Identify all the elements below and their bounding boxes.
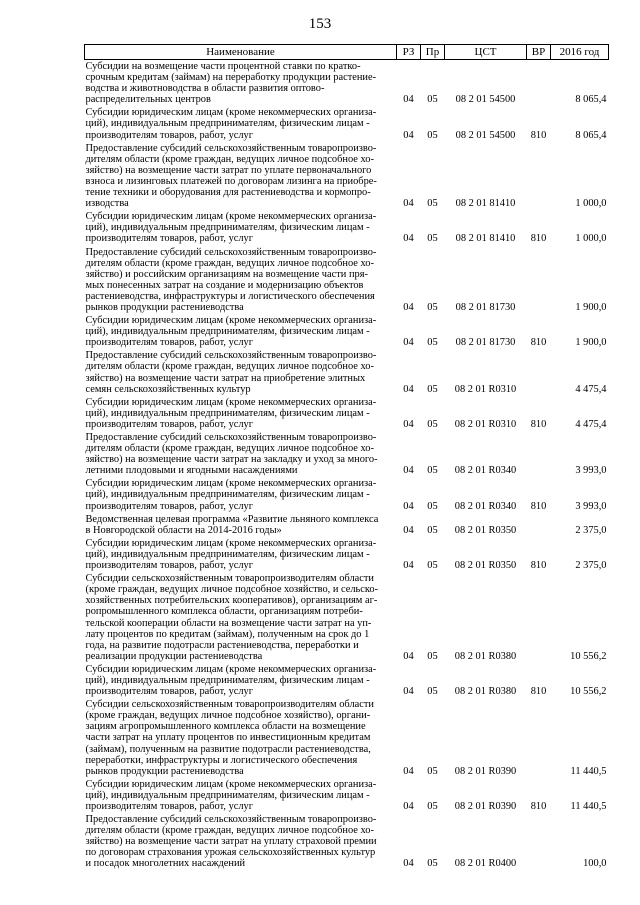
row-vr-cell — [527, 698, 551, 778]
row-pr-cell: 05 — [427, 383, 438, 395]
row-pr-cell: 05 — [427, 560, 438, 572]
row-pr-cell: 05 — [427, 418, 438, 430]
row-vr-cell: 810 — [530, 801, 547, 812]
row-cst-cell: 08 2 01 R0380 — [454, 650, 517, 662]
row-vr-cell — [527, 513, 551, 537]
row-cst-cell: 08 2 01 R0350 — [454, 524, 517, 536]
row-amount-cell: 100,0 — [583, 858, 607, 870]
row-cst-cell: 08 2 01 81730 — [455, 337, 516, 349]
row-rz-cell: 04 — [403, 500, 414, 512]
row-pr-cell: 05 — [427, 94, 438, 106]
row-cst-cell: 08 2 01 81410 — [455, 198, 516, 210]
row-cst-cell: 08 2 01 54500 — [455, 129, 516, 141]
row-vr-cell — [527, 431, 551, 477]
row-name-cell: Субсидии юридическим лицам (кроме некоммерческих организа- ций), индивидуальным предпринимателям, физическим лицам - производителям товаров, работ, услуг — [85, 537, 377, 572]
row-rz-cell: 04 — [403, 337, 414, 349]
header-pr: Пр — [421, 45, 445, 60]
row-rz-cell: 04 — [403, 198, 414, 210]
header-name: Наименование — [85, 45, 397, 60]
row-name-cell: Субсидии юридическим лицам (кроме некоммерческих организа- ций), индивидуальным предпринимателям, физическим лицам - производителям товаров, работ, услуг — [85, 478, 377, 512]
row-name-cell: Предоставление субсидий сельскохозяйственным товаропроизво- дителям области (кроме граждан, ведущих личное подсобное хо- зяйство) на возмещение части затрат на приобретение элитных семян сельскохозяйственных культур — [85, 350, 377, 395]
row-amount-cell: 11 440,5 — [570, 801, 607, 812]
table-row — [85, 60, 609, 107]
row-name-cell: Субсидии юридическим лицам (кроме некоммерческих организа- ций), индивидуальным предпринимателям, физическим лицам - производителям товаров, работ, услуг — [85, 315, 377, 349]
row-name-cell: Предоставление субсидий сельскохозяйственным товаропроизво- дителям области (кроме граждан, ведущих личное подсобное хо- зяйство) на возмещение части затрат по уплате первоначального взноса и лизинговых платежей по договорам лизинга на приобре- тение техники и оборудования для растениеводства и кормопро- изводства — [85, 142, 377, 210]
page-number: 153 — [308, 16, 332, 32]
table-row — [85, 106, 609, 141]
row-name-cell: Субсидии сельскохозяйственным товаропроизводителям области (кроме граждан, ведущих личное подсобное хозяйство), органи- зациям агропромышленного комплекса области на возмещение части затрат на уплату процентов по инвестиционным кредитам (займам), полученным на развитие подотрасли растениеводства, переработки, инфраструктуры и логистического обеспечения рынков продукции растениеводства — [85, 699, 374, 777]
row-rz-cell: 04 — [403, 301, 414, 313]
row-cst-cell: 08 2 01 R0350 — [454, 560, 517, 572]
table-row — [85, 663, 609, 698]
row-cst-cell: 08 2 01 54500 — [455, 94, 516, 106]
row-amount-cell: 1 000,0 — [575, 233, 607, 245]
row-cst-cell: 08 2 01 R0310 — [454, 383, 517, 395]
row-vr-cell: 810 — [530, 418, 547, 430]
row-pr-cell: 05 — [427, 465, 438, 477]
row-pr-cell: 05 — [427, 765, 438, 777]
header-cst: ЦСТ — [445, 45, 527, 60]
table-row — [85, 477, 609, 512]
row-cst-cell: 08 2 01 81410 — [455, 233, 516, 245]
row-rz-cell: 04 — [403, 858, 414, 870]
header-vr: ВР — [527, 45, 551, 60]
row-amount-cell: 1 900,0 — [575, 337, 607, 349]
row-vr-cell — [527, 246, 551, 315]
row-amount-cell: 2 375,0 — [575, 560, 607, 572]
row-name-cell: Субсидии юридическим лицам (кроме некоммерческих организа- ций), индивидуальным предпринимателям, физическим лицам - производителям товаров, работ, услуг — [85, 663, 377, 698]
row-vr-cell — [527, 60, 551, 107]
header-year: 2016 год — [551, 45, 609, 60]
row-amount-cell: 11 440,5 — [570, 765, 607, 777]
table-row — [85, 142, 609, 211]
row-cst-cell: 08 2 01 R0340 — [454, 465, 517, 477]
row-amount-cell: 8 065,4 — [575, 94, 607, 106]
row-cst-cell: 08 2 01 R0310 — [454, 418, 517, 430]
row-cst-cell: 08 2 01 R0340 — [454, 500, 517, 512]
row-pr-cell: 05 — [427, 500, 438, 512]
row-rz-cell: 04 — [403, 801, 414, 812]
row-cst-cell: 08 2 01 R0390 — [454, 765, 517, 777]
table-row — [85, 778, 609, 813]
row-rz-cell: 04 — [403, 524, 414, 536]
row-name-cell: Предоставление субсидий сельскохозяйственным товаропроизво- дителям области (кроме граждан, ведущих личное подсобное хо- зяйство) на возмещение части затрат на закладку и уход за много- летними плодовыми и ягодными насаждениями — [85, 432, 378, 477]
row-pr-cell: 05 — [427, 858, 438, 870]
row-vr-cell: 810 — [530, 560, 547, 572]
row-rz-cell: 04 — [403, 465, 414, 477]
row-name-cell: Субсидии сельскохозяйственным товаропроизводителям области (кроме граждан, ведущих личное подсобное хозяйство, и сельско- хозяйственных потребительских кооперативов), организациям аг- ропромышленного комплекса области, организациям потреби- тельской кооперации области на возмещение части затрат на уп- лату процентов по кредитам (займам), полученным на срок до 1 года, на развитие подотрасли растениеводства, переработки и реализации продукции растениеводства — [85, 573, 379, 662]
row-amount-cell: 8 065,4 — [575, 129, 607, 141]
row-amount-cell: 2 375,0 — [575, 524, 607, 536]
row-amount-cell: 3 993,0 — [575, 465, 607, 477]
row-rz-cell: 04 — [403, 129, 414, 141]
row-amount-cell: 3 993,0 — [575, 500, 607, 512]
row-pr-cell: 05 — [427, 198, 438, 210]
table-row — [85, 431, 609, 477]
row-name-cell: Ведомственная целевая программа «Развитие льняного комплекса в Новгородской области на 2014-2016 годы» — [85, 513, 379, 536]
table-row — [85, 698, 609, 778]
row-amount-cell: 1 000,0 — [575, 198, 607, 210]
row-vr-cell: 810 — [530, 233, 547, 245]
row-rz-cell: 04 — [403, 686, 414, 698]
row-pr-cell: 05 — [427, 233, 438, 245]
table-row — [85, 537, 609, 572]
table-row — [85, 349, 609, 395]
header-rz: РЗ — [397, 45, 421, 60]
table-row — [85, 572, 609, 663]
row-rz-cell: 04 — [403, 94, 414, 106]
row-vr-cell — [527, 813, 551, 870]
table-header-row — [85, 45, 609, 60]
row-pr-cell: 05 — [427, 129, 438, 141]
row-name-cell: Субсидии на возмещение части процентной ставки по кратко- срочным кредитам (займам) на переработку продукции растение- водства и животноводства в области развития оптово- распределительных центров — [85, 61, 377, 106]
row-pr-cell: 05 — [427, 337, 438, 349]
row-pr-cell: 05 — [427, 524, 438, 536]
table-row — [85, 513, 609, 537]
row-amount-cell: 4 475,4 — [575, 418, 607, 430]
row-name-cell: Субсидии юридическим лицам (кроме некоммерческих организа- ций), индивидуальным предпринимателям, физическим лицам - производителям товаров, работ, услуг — [85, 778, 377, 812]
row-pr-cell: 05 — [427, 801, 438, 812]
row-pr-cell: 05 — [427, 301, 438, 313]
row-vr-cell: 810 — [530, 686, 547, 698]
row-amount-cell: 10 556,2 — [570, 650, 607, 662]
row-name-cell: Предоставление субсидий сельскохозяйственным товаропроизво- дителям области (кроме граждан, ведущих личное подсобное хо- зяйство) на возмещение части затрат на уплату страховой премии по договорам страхования урожая сельскохозяйственных культур и посадок многолетних насаждений — [85, 814, 377, 870]
row-cst-cell: 08 2 01 R0380 — [454, 686, 517, 698]
row-amount-cell: 10 556,2 — [570, 686, 607, 698]
table-row — [85, 396, 609, 431]
row-vr-cell: 810 — [530, 129, 547, 141]
row-name-cell: Субсидии юридическим лицам (кроме некоммерческих организа- ций), индивидуальным предпринимателям, физическим лицам - производителям товаров, работ, услуг — [85, 396, 377, 430]
row-rz-cell: 04 — [403, 233, 414, 245]
row-rz-cell: 04 — [403, 418, 414, 430]
table-row — [85, 813, 609, 870]
row-amount-cell: 1 900,0 — [575, 301, 607, 313]
row-vr-cell: 810 — [530, 500, 547, 512]
table-row — [85, 210, 609, 245]
row-cst-cell: 08 2 01 R0400 — [454, 858, 517, 870]
row-rz-cell: 04 — [403, 560, 414, 572]
row-amount-cell: 4 475,4 — [575, 383, 607, 395]
row-cst-cell: 08 2 01 R0390 — [454, 801, 517, 812]
table-row — [85, 246, 609, 315]
row-name-cell: Субсидии юридическим лицам (кроме некоммерческих организа- ций), индивидуальным предпринимателям, физическим лицам - производителям товаров, работ, услуг — [85, 211, 377, 245]
table-row — [85, 314, 609, 349]
row-pr-cell: 05 — [427, 686, 438, 698]
row-vr-cell — [527, 142, 551, 211]
row-vr-cell — [527, 349, 551, 395]
row-vr-cell — [527, 572, 551, 663]
row-rz-cell: 04 — [403, 383, 414, 395]
row-name-cell: Предоставление субсидий сельскохозяйственным товаропроизво- дителям области (кроме граждан, ведущих личное подсобное хо- зяйство) и российским организациям на возмещение части пря- мых понесенных затрат на создание и модернизацию объектов растениеводства, инфраструктуры и логистического обеспечения рынков продукции растениеводства — [85, 246, 377, 313]
budget-table — [84, 44, 609, 871]
row-pr-cell: 05 — [427, 650, 438, 662]
row-cst-cell: 08 2 01 81730 — [455, 301, 516, 313]
row-rz-cell: 04 — [403, 765, 414, 777]
row-name-cell: Субсидии юридическим лицам (кроме некоммерческих организа- ций), индивидуальным предпринимателям, физическим лицам - производителям товаров, работ, услуг — [85, 107, 377, 141]
row-rz-cell: 04 — [403, 650, 414, 662]
row-vr-cell: 810 — [530, 337, 547, 349]
